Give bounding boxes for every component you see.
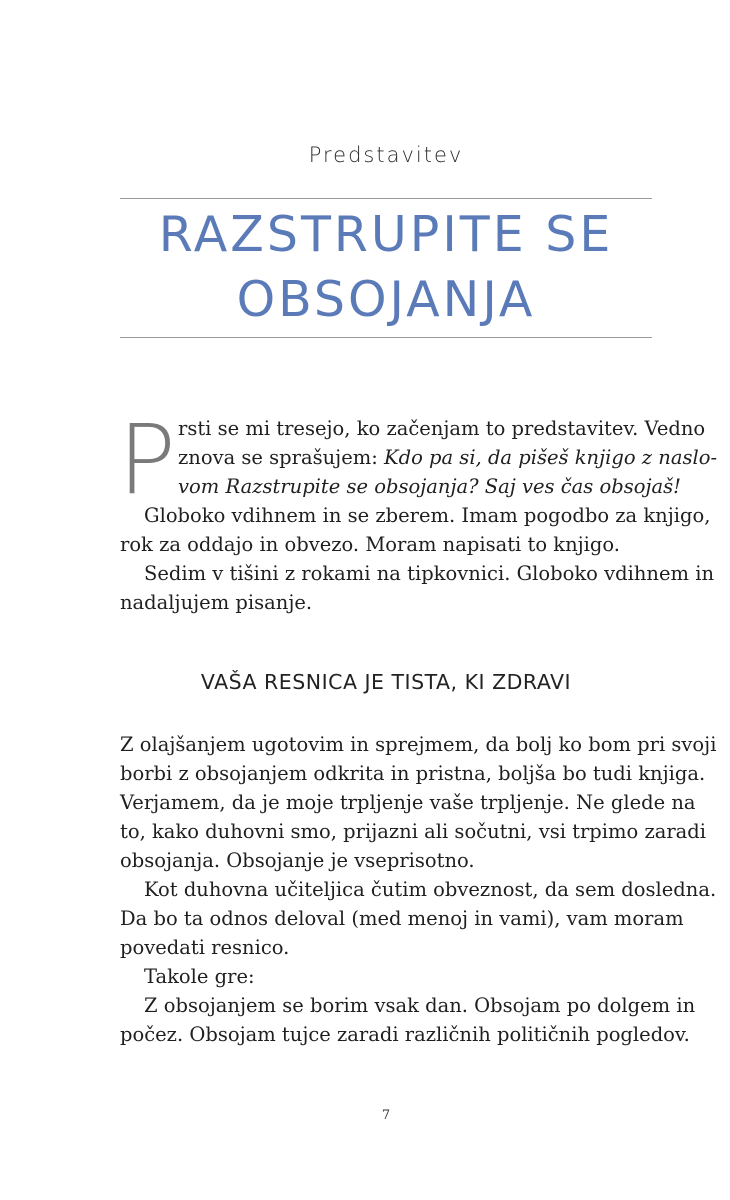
section-line: to, kako duhovni smo, prijazni ali sočutni, vsi trpimo zaradi (120, 820, 707, 843)
intro-line-4: Globoko vdihnem in se zberem. Imam pogodbo za knjigo, (144, 504, 711, 527)
section-line: povedati resnico. (120, 936, 290, 959)
chapter-kicker: Predstavitev (308, 143, 464, 167)
title-rule-bottom (120, 337, 652, 338)
intro-line-7: nadaljujem pisanje. (120, 591, 313, 614)
intro-line-2-plain: znova se sprašujem: (178, 446, 385, 469)
intro-line-3-italic: vom Razstrupite se obsojanja? Saj ves čas obsojaš! (178, 475, 681, 498)
title-rule-top (120, 198, 652, 199)
intro-line-6: Sedim v tišini z rokami na tipkovnici. Globoko vdihnem in (144, 562, 715, 585)
section-line: borbi z obsojanjem odkrita in pristna, boljša bo tudi knjiga. (120, 762, 706, 785)
intro-line-5: rok za oddajo in obvezo. Moram napisati to knjigo. (120, 533, 620, 556)
section-line: počez. Obsojam tujce zaradi različnih političnih pogledov. (120, 1023, 690, 1046)
intro-line-1: rsti se mi tresejo, ko začenjam to predstavitev. Vedno (178, 417, 706, 440)
section-line: Da bo ta odnos deloval (med menoj in vami), vam moram (120, 907, 684, 930)
section-line: Kot duhovna učiteljica čutim obveznost, da sem dosledna. (144, 878, 717, 901)
section-line: Verjamem, da je moje trpljenje vaše trpljenje. Ne glede na (120, 791, 696, 814)
intro-line-2 (178, 443, 718, 472)
chapter-title-line-2: OBSOJANJA (236, 271, 536, 328)
section-line: obsojanja. Obsojanje je vseprisotno. (120, 849, 475, 872)
drop-cap: P (118, 404, 176, 516)
intro-line-2-italic: Kdo pa si, da pišeš knjigo z naslo- (384, 446, 718, 469)
section-line: Takole gre: (144, 965, 255, 988)
section-heading: VAŠA RESNICA JE TISTA, KI ZDRAVI (200, 670, 572, 694)
section-line: Z obsojanjem se borim vsak dan. Obsojam po dolgem in (144, 994, 696, 1017)
page-number: 7 (381, 1108, 391, 1123)
chapter-title-line-1: RAZSTRUPITE SE (158, 206, 614, 263)
intro-line-3 (178, 472, 681, 501)
section-line: Z olajšanjem ugotovim in sprejmem, da bolj ko bom pri svoji (120, 733, 717, 756)
